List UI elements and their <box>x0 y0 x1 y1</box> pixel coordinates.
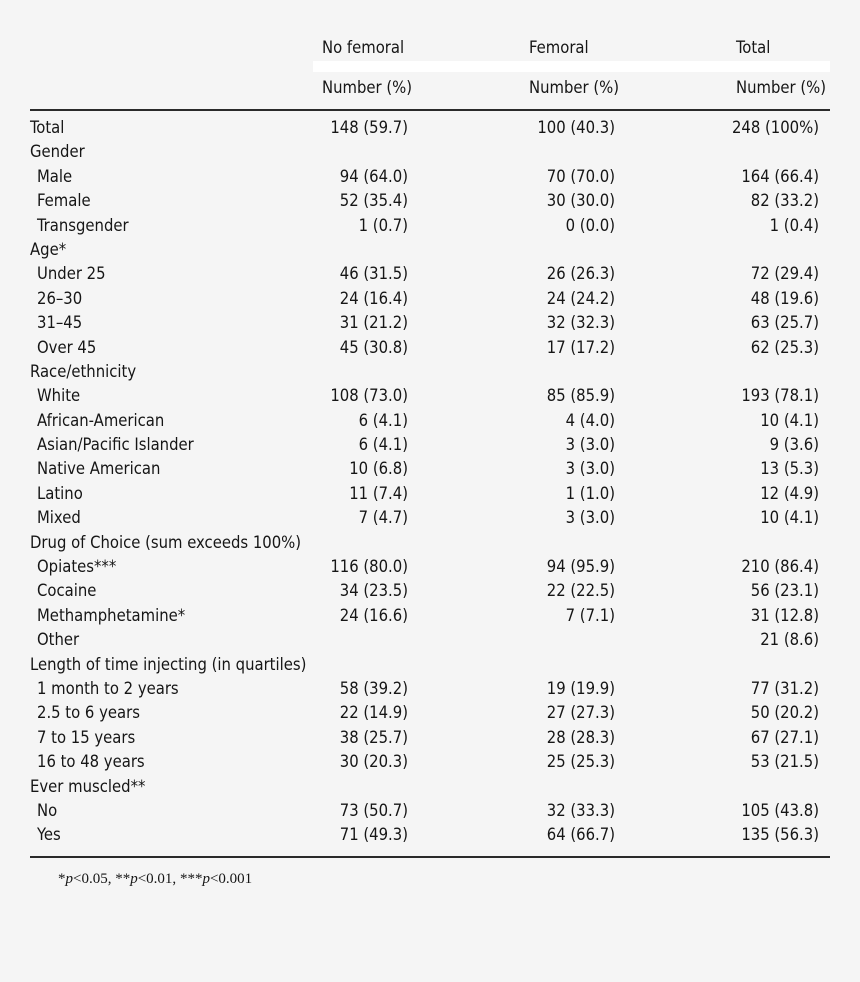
cell-no-femoral: 58 (39.2) <box>339 678 408 698</box>
table-row <box>0 337 860 361</box>
row-label: Total <box>30 118 65 137</box>
cell-no-femoral: 10 (6.8) <box>349 459 408 479</box>
table-row <box>0 312 860 336</box>
table-section-row <box>0 361 860 385</box>
cell-no-femoral: 24 (16.6) <box>339 605 408 625</box>
cell-femoral: 27 (27.3) <box>546 703 615 723</box>
cell-total: 56 (23.1) <box>750 581 819 601</box>
cell-no-femoral: 148 (59.7) <box>330 118 408 137</box>
table-row <box>0 483 860 507</box>
table-row <box>0 215 860 239</box>
cell-femoral: 4 (4.0) <box>565 410 615 430</box>
cell-femoral: 1 (1.0) <box>565 483 615 503</box>
cell-femoral: 94 (95.9) <box>546 557 615 577</box>
cell-femoral: 64 (66.7) <box>546 825 615 845</box>
table-row <box>0 678 860 702</box>
cell-total: 63 (25.7) <box>750 313 819 333</box>
table-row <box>0 605 860 629</box>
cell-total: 31 (12.8) <box>750 605 819 625</box>
row-label: Transgender <box>37 215 129 235</box>
row-label: 7 to 15 years <box>37 727 136 747</box>
table-row <box>0 166 860 190</box>
cell-total: 50 (20.2) <box>750 703 819 723</box>
cell-femoral: 24 (24.2) <box>546 288 615 308</box>
row-label: No <box>37 800 58 820</box>
row-label: Drug of Choice (sum exceeds 100%) <box>30 532 302 552</box>
cell-femoral: 32 (32.3) <box>546 313 615 333</box>
col-header-no-femoral: No femoral <box>322 38 405 57</box>
cell-no-femoral: 6 (4.1) <box>358 435 408 455</box>
table-row <box>0 434 860 458</box>
row-label: 16 to 48 years <box>37 752 145 772</box>
cell-total: 82 (33.2) <box>750 191 819 211</box>
cell-femoral: 19 (19.9) <box>546 678 615 698</box>
row-label: Under 25 <box>37 264 106 284</box>
cell-total: 210 (86.4) <box>741 557 819 577</box>
table-row <box>0 410 860 434</box>
cell-no-femoral: 52 (35.4) <box>339 191 408 211</box>
table-row <box>0 263 860 287</box>
cell-femoral: 70 (70.0) <box>546 166 615 186</box>
cell-total: 48 (19.6) <box>750 288 819 308</box>
table-section-row <box>0 239 860 263</box>
cell-femoral: 3 (3.0) <box>565 508 615 528</box>
row-label: 2.5 to 6 years <box>37 703 140 723</box>
footnote-text-3: <0.001 <box>209 871 253 887</box>
cell-femoral: 100 (40.3) <box>537 118 615 137</box>
table-section-row <box>0 141 860 165</box>
row-label: Gender <box>30 142 85 162</box>
cell-total: 193 (78.1) <box>741 386 819 406</box>
cell-femoral: 26 (26.3) <box>546 264 615 284</box>
table-row <box>0 751 860 775</box>
row-label: Length of time injecting (in quartiles) <box>30 654 307 674</box>
cell-total: 67 (27.1) <box>750 727 819 747</box>
col-subheader-no-femoral: Number (%) <box>322 78 413 97</box>
table-row <box>0 824 860 848</box>
row-label: Latino <box>37 483 83 503</box>
row-label: 31–45 <box>37 313 83 333</box>
cell-no-femoral: 108 (73.0) <box>330 386 408 406</box>
cell-total: 13 (5.3) <box>760 459 819 479</box>
cell-femoral: 32 (33.3) <box>546 800 615 820</box>
cell-no-femoral: 94 (64.0) <box>339 166 408 186</box>
row-label: Female <box>37 191 91 211</box>
cell-femoral: 28 (28.3) <box>546 727 615 747</box>
cell-total: 12 (4.9) <box>760 483 819 503</box>
cell-no-femoral: 1 (0.7) <box>358 215 408 235</box>
footnote-text-2: <0.01, <box>137 871 180 887</box>
row-label: Ever muscled** <box>30 776 146 796</box>
cell-total: 77 (31.2) <box>750 678 819 698</box>
row-label: Male <box>37 166 73 186</box>
row-label: Opiates*** <box>37 557 117 577</box>
col-header-total: Total <box>736 38 771 57</box>
col-subheader-total: Number (%) <box>736 78 827 97</box>
cell-total: 9 (3.6) <box>769 435 819 455</box>
table-row <box>0 629 860 653</box>
cell-total: 135 (56.3) <box>741 825 819 845</box>
table-section-row <box>0 532 860 556</box>
cell-femoral: 0 (0.0) <box>565 215 615 235</box>
cell-total: 53 (21.5) <box>750 752 819 772</box>
cell-femoral: 22 (22.5) <box>546 581 615 601</box>
table-row <box>0 800 860 824</box>
cell-no-femoral: 46 (31.5) <box>339 264 408 284</box>
table-row <box>0 458 860 482</box>
cell-total: 10 (4.1) <box>760 410 819 430</box>
footnote-star-2: ** <box>115 871 131 887</box>
row-label: Cocaine <box>37 581 97 601</box>
cell-femoral: 30 (30.0) <box>546 191 615 211</box>
table-row <box>0 580 860 604</box>
row-label: African-American <box>37 410 165 430</box>
table-section-row <box>0 117 860 141</box>
header-separator-band <box>313 61 830 72</box>
row-label: Other <box>37 630 80 650</box>
row-label: Yes <box>37 825 61 845</box>
cell-femoral: 25 (25.3) <box>546 752 615 772</box>
col-subheader-femoral: Number (%) <box>529 78 620 97</box>
footnote-star-1: * <box>58 871 66 887</box>
cell-no-femoral: 45 (30.8) <box>339 337 408 357</box>
cell-no-femoral: 7 (4.7) <box>358 508 408 528</box>
table-footnote <box>58 871 252 888</box>
cell-no-femoral: 22 (14.9) <box>339 703 408 723</box>
cell-no-femoral: 73 (50.7) <box>339 800 408 820</box>
table-row <box>0 727 860 751</box>
cell-total: 10 (4.1) <box>760 508 819 528</box>
footnote-p-1: p <box>65 871 73 887</box>
footnote-star-3: *** <box>179 871 203 887</box>
footnote-text-1: <0.05, <box>73 871 116 887</box>
cell-no-femoral: 31 (21.2) <box>339 313 408 333</box>
table-section-row <box>0 776 860 800</box>
cell-total: 72 (29.4) <box>750 264 819 284</box>
cell-total: 21 (8.6) <box>760 630 819 650</box>
table-section-row <box>0 654 860 678</box>
cell-no-femoral: 11 (7.4) <box>349 483 408 503</box>
row-label: 26–30 <box>37 288 83 308</box>
table-row <box>0 190 860 214</box>
row-label: Native American <box>37 459 161 479</box>
table-row <box>0 507 860 531</box>
cell-total: 62 (25.3) <box>750 337 819 357</box>
row-label: Mixed <box>37 508 81 528</box>
col-header-femoral: Femoral <box>529 38 589 57</box>
cell-no-femoral: 24 (16.4) <box>339 288 408 308</box>
cell-total: 248 (100%) <box>731 118 819 137</box>
cell-no-femoral: 6 (4.1) <box>358 410 408 430</box>
cell-total: 1 (0.4) <box>769 215 819 235</box>
cell-no-femoral: 30 (20.3) <box>339 752 408 772</box>
table-row <box>0 288 860 312</box>
cell-no-femoral: 38 (25.7) <box>339 727 408 747</box>
table-bottom-rule <box>30 856 830 858</box>
cell-femoral: 17 (17.2) <box>546 337 615 357</box>
table-top-rule <box>30 109 830 111</box>
cell-total: 164 (66.4) <box>741 166 819 186</box>
table-body <box>0 117 860 849</box>
row-label: Age* <box>30 239 67 259</box>
cell-no-femoral: 71 (49.3) <box>339 825 408 845</box>
row-label: White <box>37 386 81 406</box>
footnote-p-3: p <box>202 871 210 887</box>
cell-femoral: 3 (3.0) <box>565 435 615 455</box>
row-label: Methamphetamine* <box>37 605 186 625</box>
cell-femoral: 7 (7.1) <box>565 605 615 625</box>
table-row <box>0 556 860 580</box>
row-label: 1 month to 2 years <box>37 678 179 698</box>
cell-no-femoral: 34 (23.5) <box>339 581 408 601</box>
row-label: Over 45 <box>37 337 97 357</box>
cell-femoral: 3 (3.0) <box>565 459 615 479</box>
cell-femoral: 85 (85.9) <box>546 386 615 406</box>
row-label: Asian/Pacific Islander <box>37 435 194 455</box>
cell-no-femoral: 116 (80.0) <box>330 557 408 577</box>
table-row <box>0 702 860 726</box>
footnote-p-2: p <box>130 871 138 887</box>
row-label: Race/ethnicity <box>30 361 137 381</box>
table-row <box>0 385 860 409</box>
cell-total: 105 (43.8) <box>741 800 819 820</box>
